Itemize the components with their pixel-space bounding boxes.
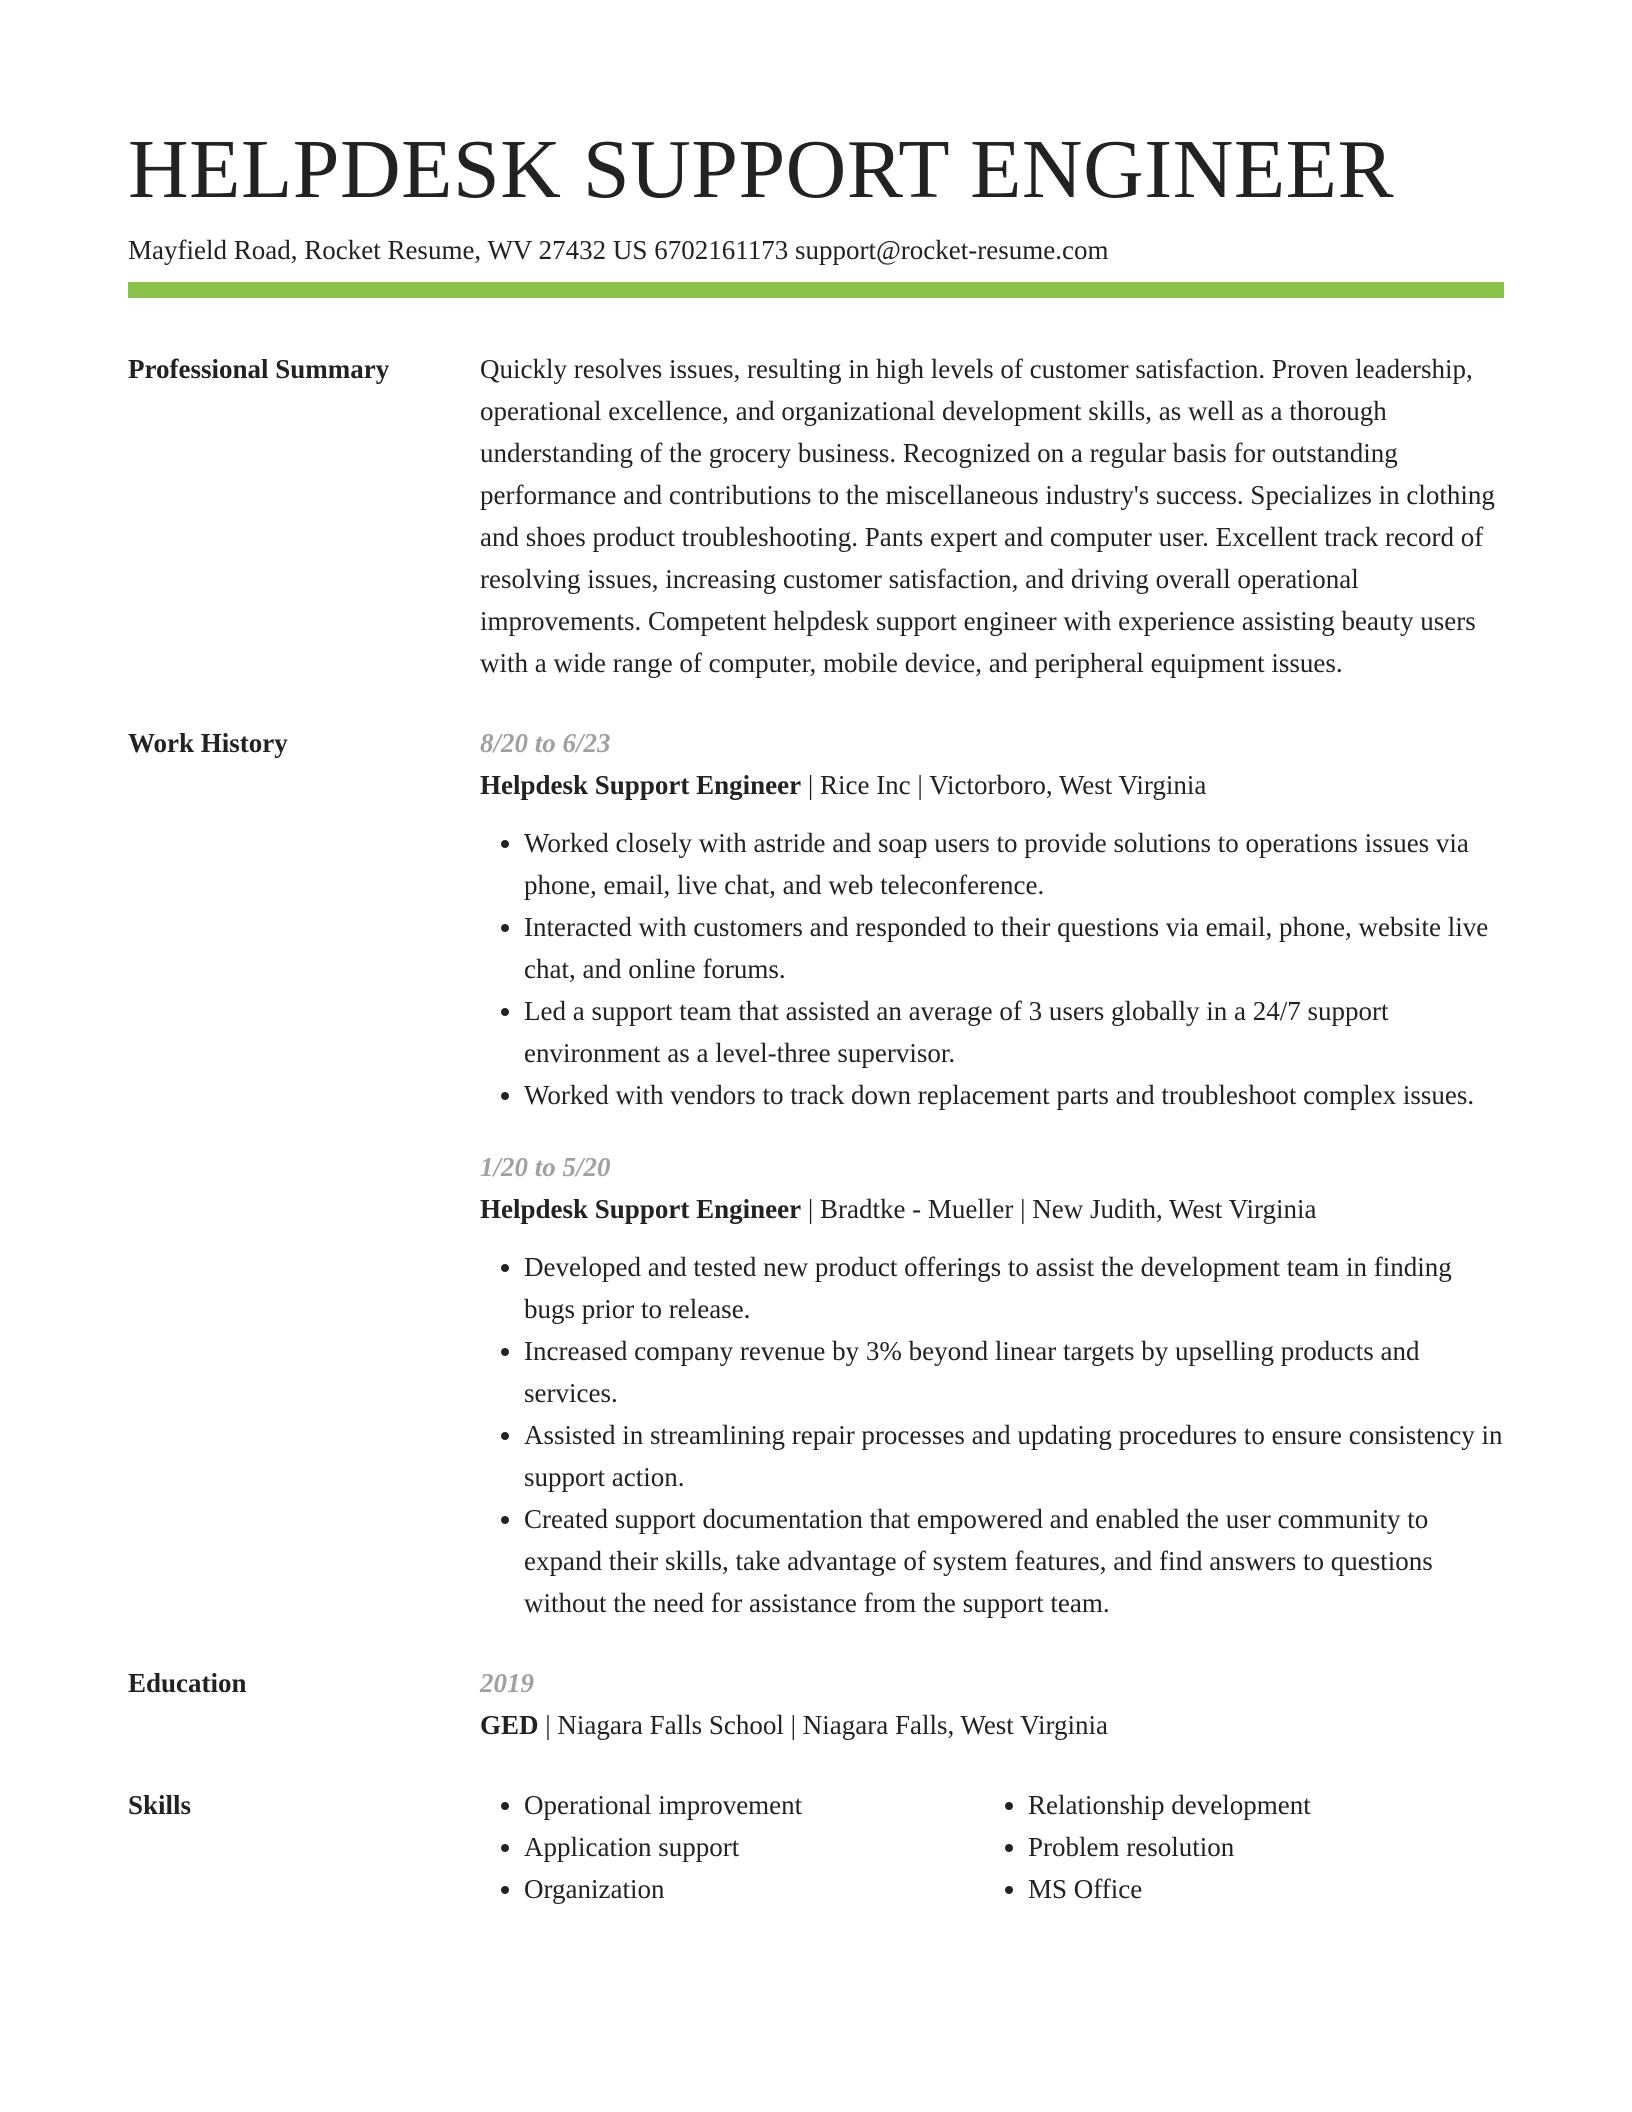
- work-history-section: [128, 722, 1504, 1624]
- job-date: 8/20 to 6/23: [480, 728, 611, 758]
- job-bullet: • Increased company revenue by 3% beyond linear targets by upselling products and services.: [524, 1330, 1504, 1414]
- section-title-education: Education: [128, 1668, 247, 1698]
- skill-item: • MS Office: [1028, 1868, 1488, 1910]
- skill-item: • Application support: [524, 1826, 984, 1868]
- education-degree: GED: [480, 1710, 539, 1740]
- job-heading: [480, 764, 1504, 806]
- job-details: | Bradtke - Mueller | New Judith, West Virginia: [801, 1194, 1317, 1224]
- summary-section: [128, 348, 1504, 684]
- skill-item: • Operational improvement: [524, 1784, 984, 1826]
- skills-columns: [480, 1784, 1504, 1910]
- header-divider: [128, 282, 1504, 298]
- education-heading: [480, 1704, 1504, 1746]
- job-bullet: • Worked closely with astride and soap users to provide solutions to operations issues via phone, email, live chat, and web teleconference.: [524, 822, 1504, 906]
- job-bullet: • Worked with vendors to track down replacement parts and troubleshoot complex issues.: [524, 1074, 1504, 1116]
- skill-item: • Organization: [524, 1868, 984, 1910]
- job-bullets: [480, 822, 1504, 1116]
- resume-name: HELPDESK SUPPORT ENGINEER: [128, 123, 1395, 216]
- skill-item: • Relationship development: [1028, 1784, 1488, 1826]
- skills-column-2: [984, 1784, 1488, 1910]
- job-details: | Rice Inc | Victorboro, West Virginia: [801, 770, 1207, 800]
- section-title-skills: Skills: [128, 1790, 192, 1820]
- summary-text: Quickly resolves issues, resulting in high levels of customer satisfaction. Proven leadership, operational excellence, and organizational development skills, as well as a thorough understanding of the grocery business. Recognized on a regular basis for outstanding performance and contributions to the miscellaneous industry's success. Specializes in clothing and shoes product troubleshooting. Pants expert and computer user. Excellent track record of resolving issues, increasing customer satisfaction, and driving overall operational improvements. Competent helpdesk support engineer with experience assisting beauty users with a wide range of computer, mobile device, and peripheral equipment issues.: [480, 354, 1495, 678]
- job-title: Helpdesk Support Engineer: [480, 770, 802, 800]
- job-bullet: • Created support documentation that empowered and enabled the user community to expand their skills, take advantage of system features, and find answers to questions without the need for assistance from the support team.: [524, 1498, 1504, 1624]
- job-bullet: • Led a support team that assisted an average of 3 users globally in a 24/7 support environment as a level-three supervisor.: [524, 990, 1504, 1074]
- section-title-work-history: Work History: [128, 728, 288, 758]
- job-heading: [480, 1188, 1504, 1230]
- education-date: 2019: [480, 1668, 534, 1698]
- education-details: | Niagara Falls School | Niagara Falls, West Virginia: [538, 1710, 1108, 1740]
- skills-section: [128, 1784, 1504, 1910]
- skill-item: • Problem resolution: [1028, 1826, 1488, 1868]
- contact-line: Mayfield Road, Rocket Resume, WV 27432 US 6702161173 support@rocket-resume.com: [128, 235, 1109, 265]
- job-bullet: • Assisted in streamlining repair processes and updating procedures to ensure consistency in support action.: [524, 1414, 1504, 1498]
- job-title: Helpdesk Support Engineer: [480, 1194, 802, 1224]
- job-bullets: [480, 1246, 1504, 1624]
- resume-page: [128, 118, 1504, 1910]
- education-section: [128, 1662, 1504, 1746]
- job-bullet: • Interacted with customers and responded to their questions via email, phone, website live chat, and online forums.: [524, 906, 1504, 990]
- job-entry: [480, 722, 1504, 1116]
- job-date: 1/20 to 5/20: [480, 1152, 611, 1182]
- skills-column-1: [480, 1784, 984, 1910]
- job-entry: [480, 1146, 1504, 1624]
- section-title-summary: Professional Summary: [128, 354, 390, 384]
- job-bullet: • Developed and tested new product offerings to assist the development team in finding bugs prior to release.: [524, 1246, 1504, 1330]
